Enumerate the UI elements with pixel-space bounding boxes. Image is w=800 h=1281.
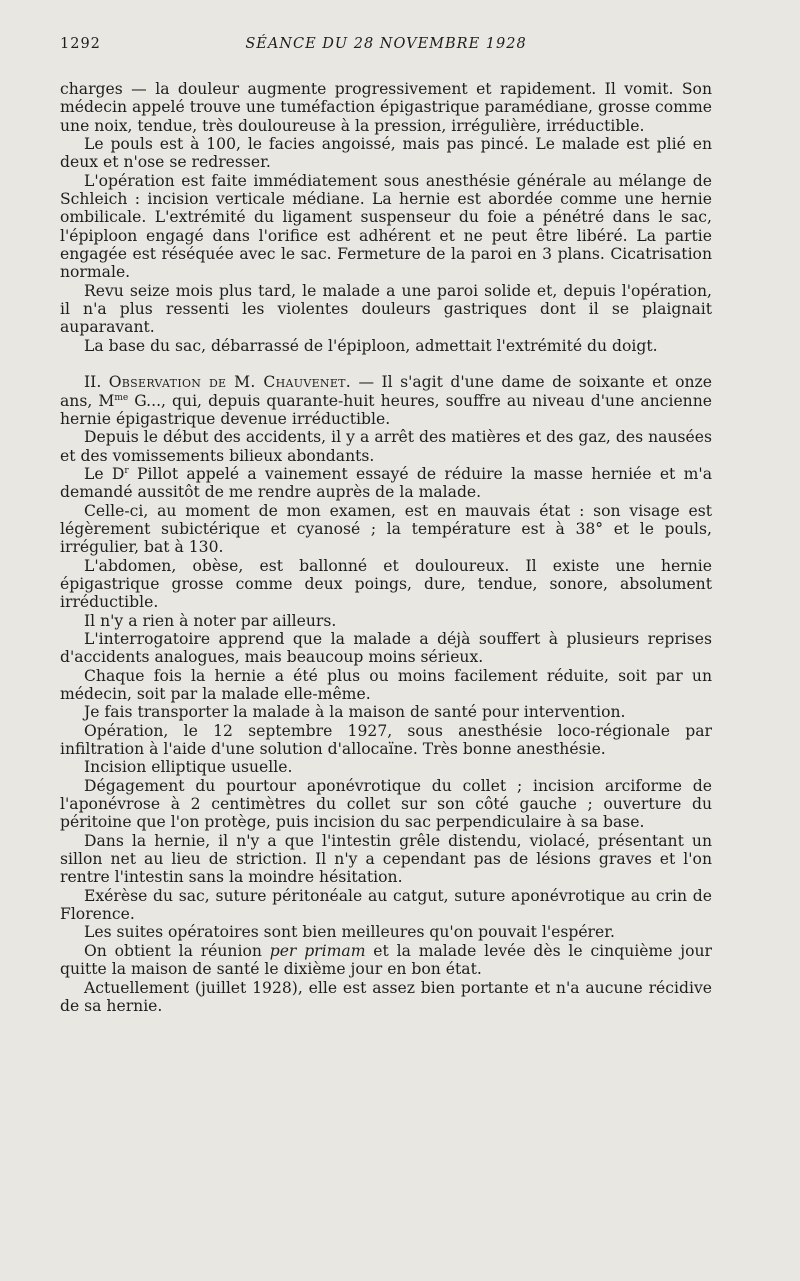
paragraph: Exérèse du sac, suture péritonéale au catgut, suture aponévrotique au crin de Florence.	[60, 886, 712, 924]
paragraph: Revu seize mois plus tard, le malade a une paroi solide et, depuis l'opération, il n'a plus ressenti les violentes douleurs gastriques dont il se plaignait auparavant.	[60, 281, 712, 337]
body-text	[60, 80, 712, 1015]
dr-text-cont: Pillot appelé a vainement essayé de réduire la masse herniée et m'a demandé aussitôt de me rendre auprès de la malade.	[60, 464, 712, 502]
paragraph: L'opération est faite immédiatement sous anesthésie générale au mélange de Schleich : incision verticale médiane. La hernie est abordée comme une hernie ombilicale. L'extrémité du ligament suspenseur du foie a pénétré dans le sac, l'épiploon engagé dans l'orifice est adhérent et ne peut être libéré. La partie engagée est réséquée avec le sac. Fermeture de la paroi en 3 plans. Cicatrisation normale.	[60, 171, 712, 282]
latin-phrase: per primam	[269, 941, 366, 960]
superscript: me	[114, 392, 129, 403]
paragraph: Les suites opératoires sont bien meilleures qu'on pouvait l'espérer.	[84, 923, 615, 942]
paragraph: La base du sac, débarrassé de l'épiploon, admettait l'extrémité du doigt.	[84, 336, 658, 355]
superscript: r	[124, 465, 129, 476]
section-gap	[60, 355, 712, 373]
observation-number: II.	[84, 373, 102, 392]
paragraph: L'interrogatoire apprend que la malade a déjà souffert à plusieurs reprises d'accidents analogues, mais beaucoup moins sérieux.	[60, 629, 712, 667]
dr-text: Le D	[84, 464, 125, 483]
page-header	[60, 36, 712, 70]
paragraph: Chaque fois la hernie a été plus ou moins facilement réduite, soit par un médecin, soit par la malade elle-même.	[60, 666, 712, 703]
paragraph: charges — la douleur augmente progressivement et rapidement. Il vomit. Son médecin appelé trouve une tuméfaction épigastrique paramédiane, grosse comme une noix, tendue, très douloureuse à la pression, irrégulière, irréductible.	[60, 80, 712, 135]
paragraph: Incision elliptique usuelle.	[84, 758, 293, 777]
paragraph: Opération, le 12 septembre 1927, sous anesthésie loco-régionale par infiltration à l'aide d'une solution d'allocaïne. Très bonne anesthésie.	[60, 721, 712, 759]
observation-title: Observation de M. Chauvenet.	[108, 373, 352, 392]
paragraph: Depuis le début des accidents, il y a arrêt des matières et des gaz, des nausées et des vomissements bilieux abondants.	[60, 428, 712, 465]
paragraph	[60, 942, 712, 979]
paragraph: Dans la hernie, il n'y a que l'intestin grêle distendu, violacé, présentant un sillon net au lieu de striction. Il n'y a cependant pas de lésions graves et l'on rentre l'intestin sans la moindre hésitation.	[60, 831, 712, 887]
paragraph: Celle-ci, au moment de mon examen, est en mauvais état : son visage est légèrement subictérique et cyanosé ; la température est à 38° et le pouls, irrégulier, bat à 130.	[60, 501, 712, 557]
paragraph: Le pouls est à 100, le facies angoissé, mais pas pincé. Le malade est plié en deux et n'ose se redresser.	[60, 135, 712, 172]
paragraph: Dégagement du pourtour aponévrotique du collet ; incision arciforme de l'aponévrose à 2 centimètres du collet sur son côté gauche ; ouverture du péritoine que l'on protège, puis incision du sac perpendiculaire à sa base.	[60, 776, 712, 832]
observation-intro: — Il s'agit d'une dame de soixante et onze ans, M	[60, 373, 712, 410]
paragraph: Actuellement (juillet 1928), elle est assez bien portante et n'a aucune récidive de sa hernie.	[60, 978, 712, 1015]
paragraph: Je fais transporter la malade à la maison de santé pour intervention.	[84, 703, 626, 722]
paragraph: L'abdomen, obèse, est ballonné et douloureux. Il existe une hernie épigastrique grosse comme deux poings, dure, tendue, sonore, absolument irréductible.	[60, 556, 712, 612]
page-number: 1292	[60, 36, 101, 52]
paragraph: Il n'y a rien à noter par ailleurs.	[84, 611, 337, 630]
primam-text: On obtient la réunion	[84, 941, 270, 960]
running-title: SÉANCE DU 28 NOVEMBRE 1928	[245, 36, 527, 52]
paragraph	[60, 465, 712, 502]
observation-paragraph	[60, 373, 712, 428]
observation-intro-cont: G..., qui, depuis quarante-huit heures, souffre au niveau d'une ancienne hernie épigastrique devenue irréductible.	[60, 391, 712, 428]
primam-text-cont: et la malade levée dès le cinquième jour quitte la maison de santé le dixième jour en bon état.	[60, 941, 712, 979]
